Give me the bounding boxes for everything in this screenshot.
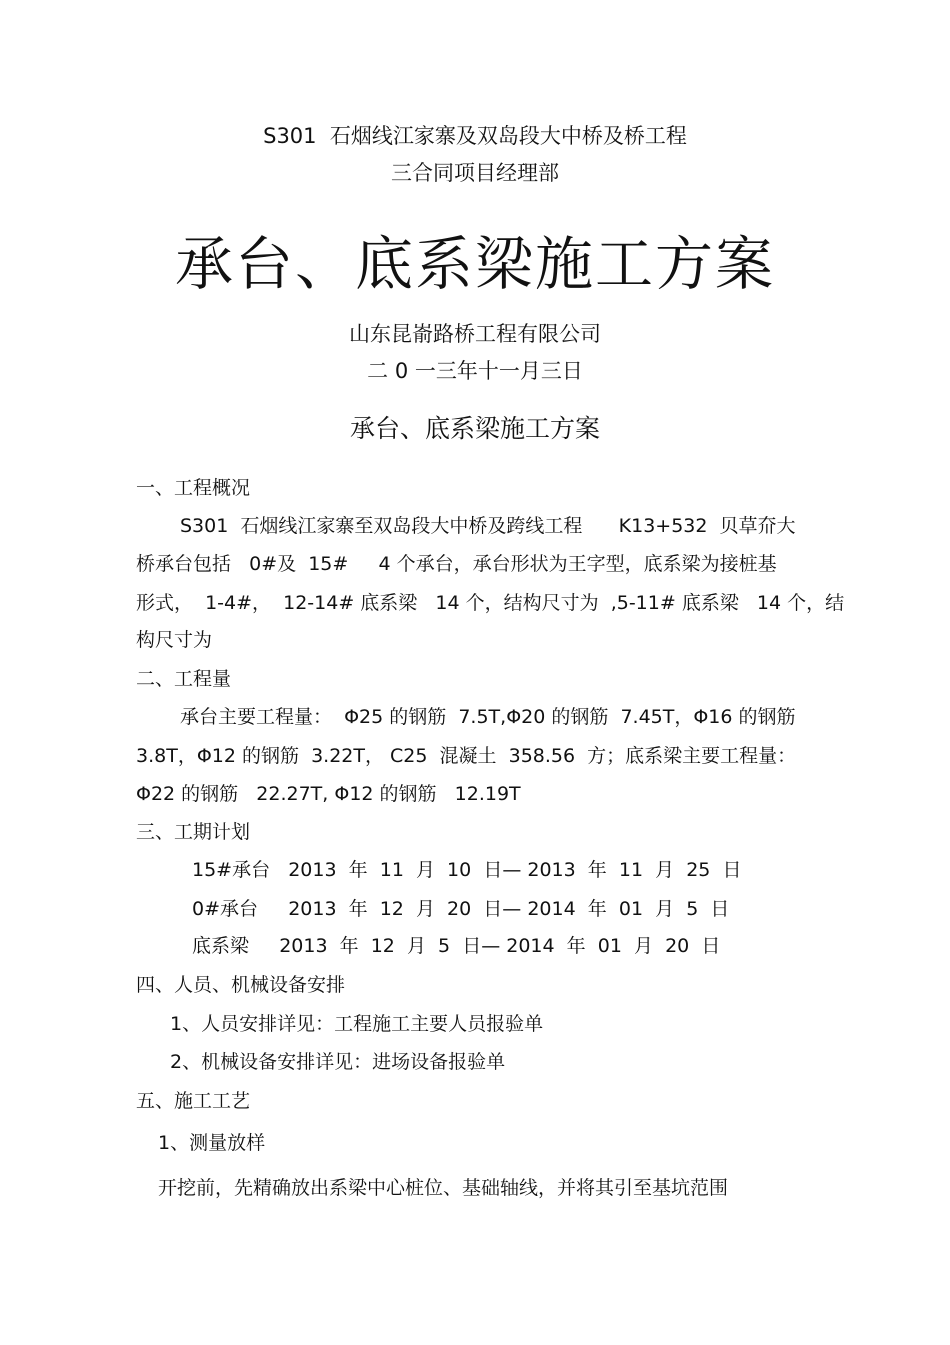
cover-date: 二 0 一三年十一月三日	[367, 359, 583, 383]
project-name-line2: 三合同项目经理部	[391, 161, 559, 185]
company-name: 山东昆嵛路桥工程有限公司	[349, 322, 601, 346]
section1-line: 构尺寸为	[136, 629, 213, 651]
section2-heading: 二、工程量	[136, 668, 232, 690]
section4-heading: 四、人员、机械设备安排	[136, 974, 346, 996]
section5-heading: 五、施工工艺	[136, 1090, 251, 1112]
section4-item: 2、机械设备安排详见：进场设备报验单	[170, 1051, 506, 1073]
section2-line: 承台主要工程量： Φ25 的钢筋 7.5T,Φ20 的钢筋 7.45T，Φ16 的钢筋	[180, 706, 796, 728]
schedule-row: 底系梁 2013 年 12 月 5 日— 2014 年 01 月 20 日	[192, 935, 721, 957]
cover-main-title: 承台、底系梁施工方案	[174, 230, 775, 298]
section5-subheading: 1、测量放样	[158, 1132, 266, 1154]
schedule-row: 0#承台 2013 年 12 月 20 日— 2014 年 01 月 5 日	[192, 898, 730, 920]
section1-line: 形式， 1-4#， 12-14# 底系梁 14 个，结构尺寸为 ,5-11# 底系梁 14 个，结	[136, 592, 845, 614]
project-name-line1: S301 石烟线江家寨及双岛段大中桥及桥工程	[263, 124, 687, 148]
section2-line: Φ22 的钢筋 22.27T, Φ12 的钢筋 12.19T	[136, 783, 521, 805]
schedule-row: 15#承台 2013 年 11 月 10 日— 2013 年 11 月 25 日	[192, 859, 742, 881]
section1-line: 桥承台包括 0#及 15# 4 个承台，承台形状为王字型，底系梁为接桩基	[136, 553, 777, 575]
section4-item: 1、人员安排详见：工程施工主要人员报验单	[170, 1013, 544, 1035]
section1-line: S301 石烟线江家寨至双岛段大中桥及跨线工程 K13+532 贝草夼大	[180, 515, 796, 537]
section2-line: 3.8T，Φ12 的钢筋 3.22T， C25 混凝土 358.56 方；底系梁主要工程量：	[136, 745, 797, 767]
section5-line: 开挖前，先精确放出系梁中心桩位、基础轴线，并将其引至基坑范围	[158, 1177, 729, 1199]
section1-heading: 一、工程概况	[136, 477, 251, 499]
document-title: 承台、底系梁施工方案	[349, 414, 600, 443]
section3-heading: 三、工期计划	[136, 821, 251, 843]
